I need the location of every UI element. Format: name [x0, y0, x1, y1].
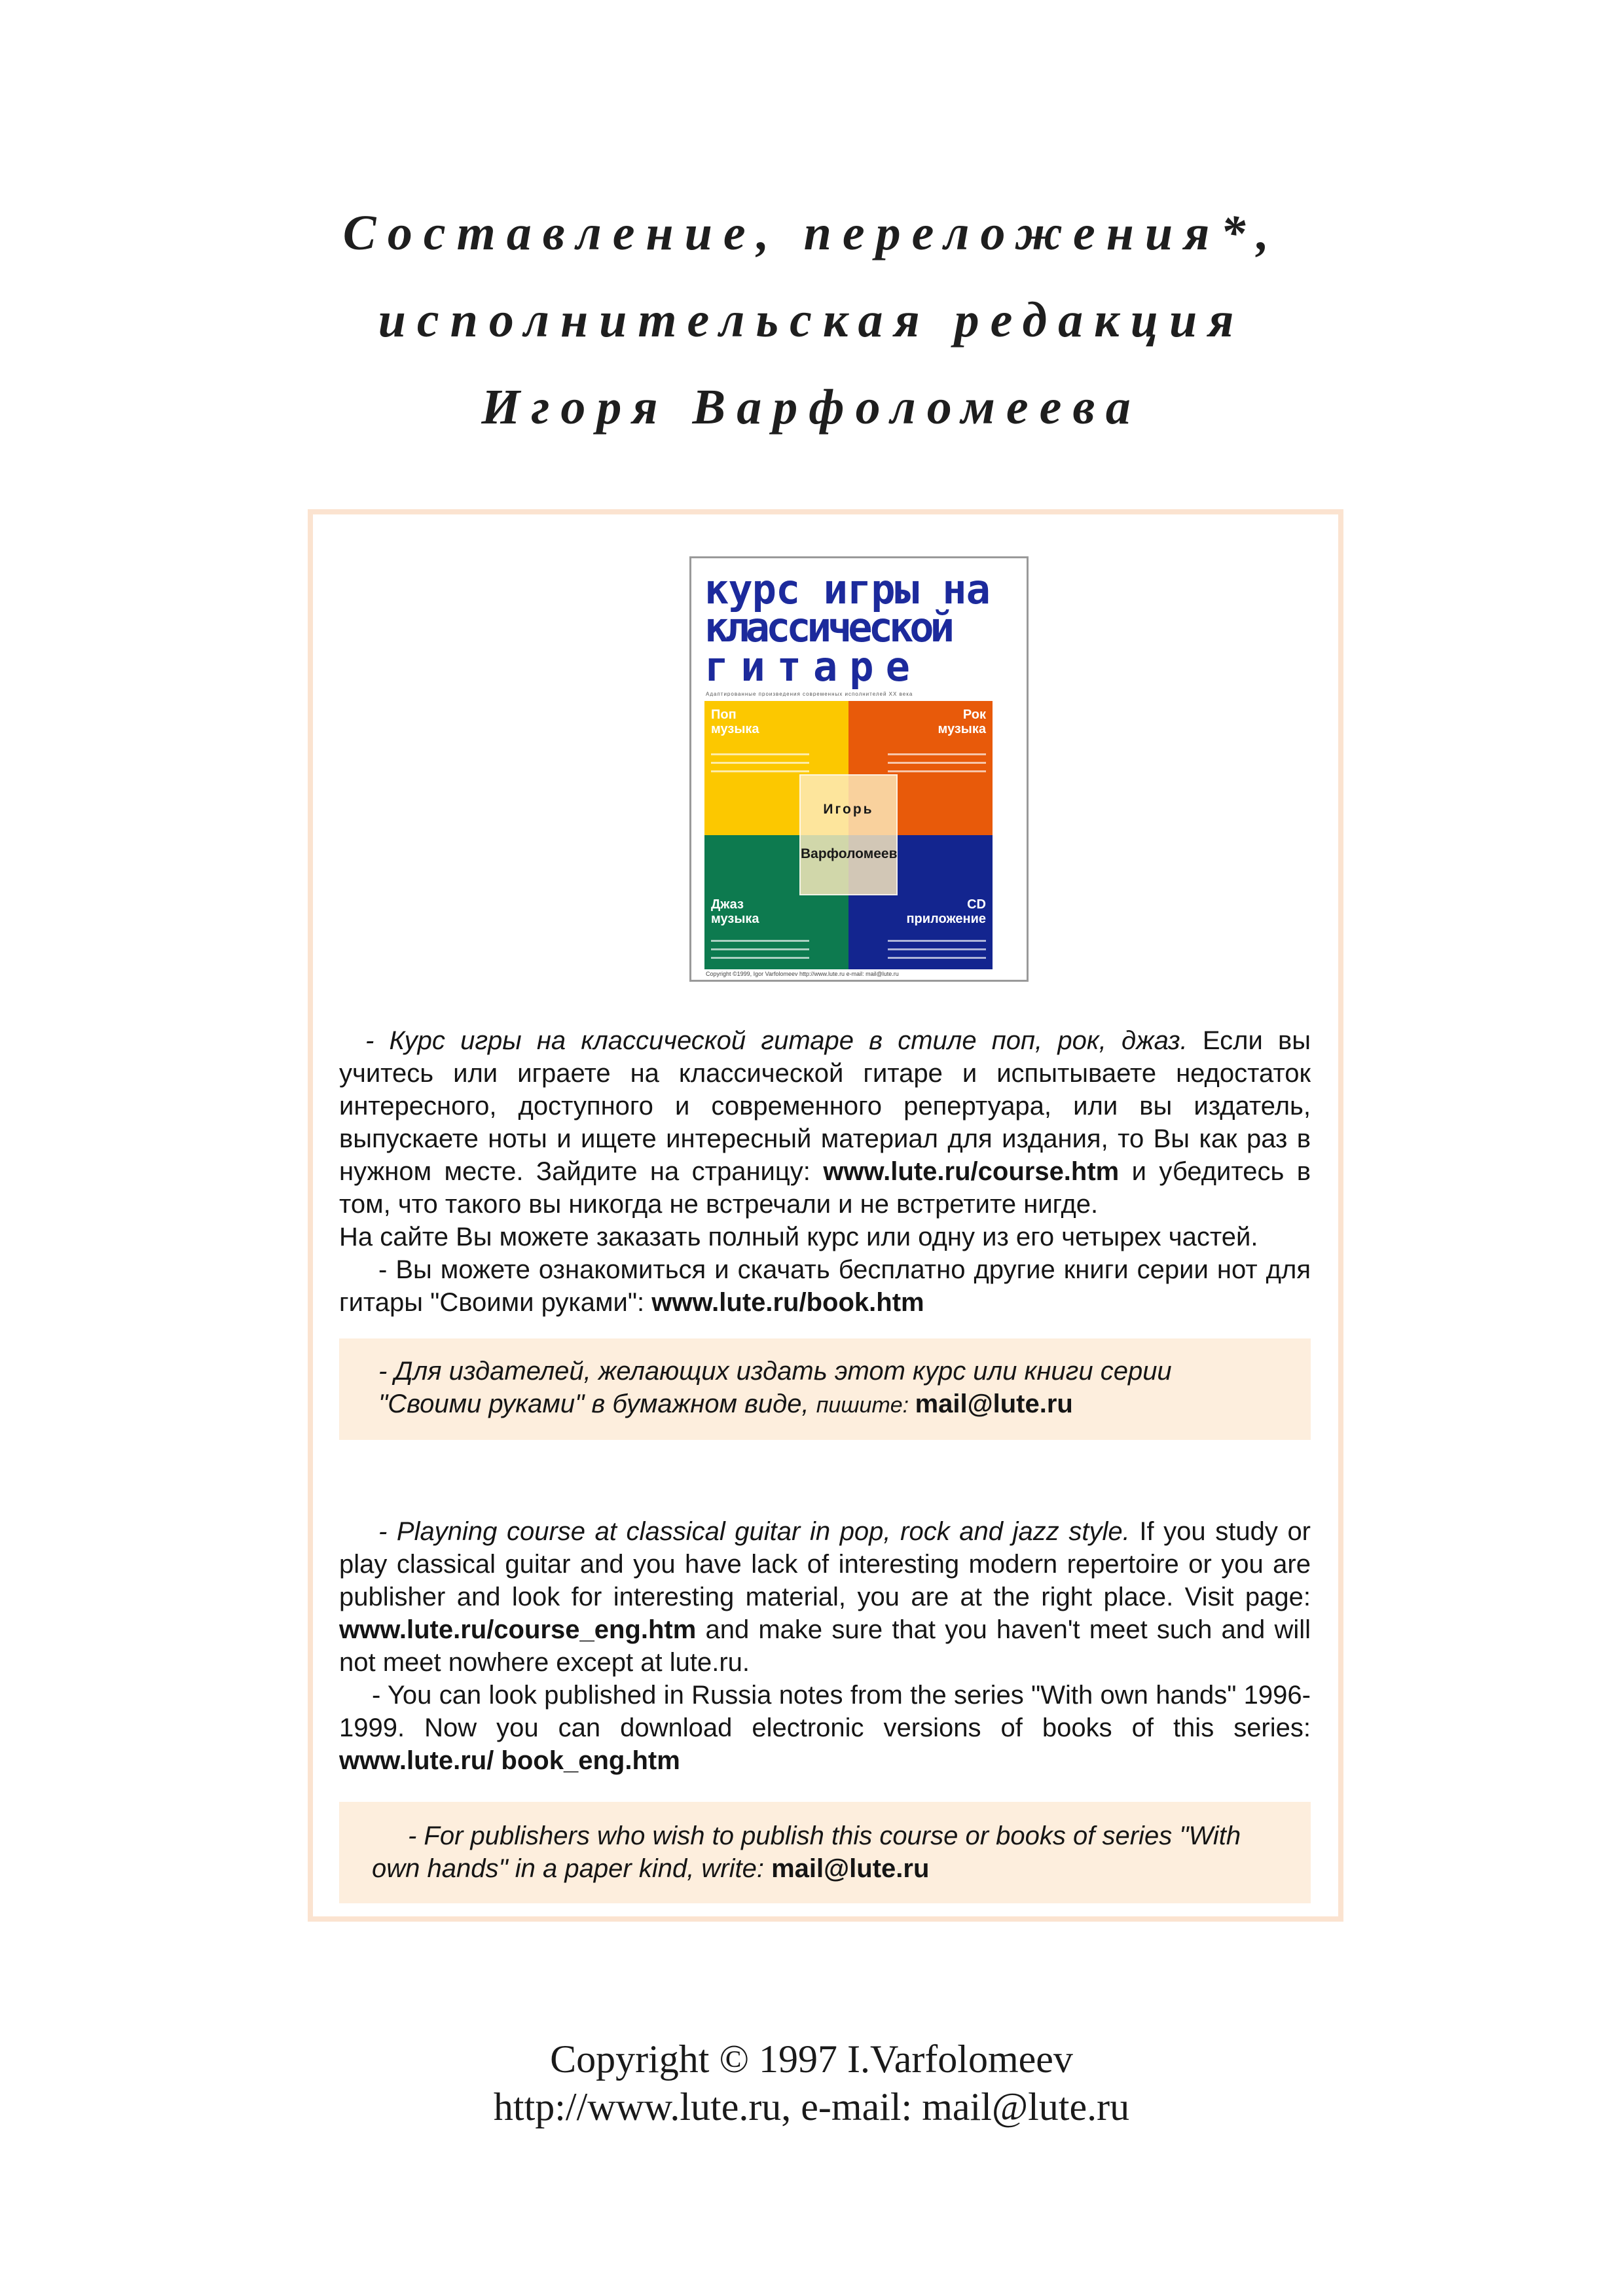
en-p1-end: and make sure that you haven't meet such and will not meet nowhere except at lute.ru.	[339, 1615, 1311, 1677]
en-paragraph-2	[339, 1679, 1311, 1777]
cover-cd-text-lines	[888, 933, 986, 965]
cover-subtitle: Адаптированные произведения современных исполнителей XX века	[706, 691, 913, 696]
cover-title-line-2: классической	[704, 603, 951, 651]
copyright-footer	[0, 2036, 1623, 2131]
ru-paragraph-2: На сайте Вы можете заказать полный курс или одну из его четырех частей.	[339, 1223, 1258, 1251]
en-paragraph-1	[339, 1515, 1311, 1679]
ru-p1-end: и убедитесь в том, что такого вы никогда не встречали и не встретите нигде.	[339, 1157, 1311, 1219]
ru-note-write: пишите:	[816, 1393, 915, 1418]
cover-jazz-label: Джаз музыка	[711, 897, 759, 926]
ru-note-text: - Для издателей, желающих издать этот курс или книги серии "Своими руками" в бумажном виде,	[378, 1357, 1172, 1418]
title-line-3: Игоря Варфоломеева	[481, 380, 1142, 435]
ru-book-link[interactable]: www.lute.ru/book.htm	[651, 1288, 924, 1317]
en-book-link[interactable]: www.lute.ru/ book_eng.htm	[339, 1746, 680, 1775]
cover-pop-text-lines	[711, 747, 809, 779]
russian-description	[339, 1024, 1311, 1319]
ru-course-title: - Курс игры на классической гитаре в стиле поп, рок, джаз.	[365, 1026, 1188, 1055]
book-cover-image	[689, 556, 1029, 982]
english-description	[339, 1515, 1311, 1777]
ru-p1-text: Если вы учитесь или играете на классической гитаре и испытываете недостаток интересного, доступного и современного репертуара, или вы издатель, выпускаете ноты и ищете интересный материал для издания, то Вы как раз в нужном месте. Зайдите на страницу:	[339, 1026, 1311, 1186]
cover-title-line-3: гитаре	[704, 643, 922, 691]
en-publisher-note	[339, 1802, 1311, 1903]
title-line-2: исполнительская редакция	[378, 293, 1245, 348]
en-p2-text: - You can look published in Russia notes from the series "With own hands" 1996-1999. Now you can download electronic versions of books of this series:	[339, 1681, 1311, 1742]
cover-copyright: Copyright ©1999, Igor Varfolomeev http://www.lute.ru e-mail: mail@lute.ru	[706, 971, 899, 977]
cover-author-first: Игорь	[823, 802, 874, 817]
cover-author-box	[799, 774, 898, 895]
cover-rock-label: Рок музыка	[938, 708, 986, 736]
ru-course-link[interactable]: www.lute.ru/course.htm	[823, 1157, 1120, 1186]
en-course-link[interactable]: www.lute.ru/course_eng.htm	[339, 1615, 697, 1644]
ru-p3-text: - Вы можете ознакомиться и скачать бесплатно другие книги серии нот для гитары "Своими руками":	[339, 1255, 1311, 1317]
cover-rock-text-lines	[888, 747, 986, 779]
cover-jazz-text-lines	[711, 933, 809, 965]
footer-contact: http://www.lute.ru, e-mail: mail@lute.ru	[493, 2085, 1130, 2128]
page-title	[0, 190, 1623, 451]
ru-paragraph-3	[339, 1253, 1311, 1319]
ru-paragraph-1	[339, 1024, 1311, 1221]
cover-title-line-1: курс игры на	[704, 565, 990, 613]
ru-note-email-link[interactable]: mail@lute.ru	[915, 1390, 1073, 1418]
footer-copyright: Copyright © 1997 I.Varfolomeev	[550, 2037, 1073, 2081]
en-note-text: - For publishers who wish to publish this course or books of series "With own hands" in a paper kind, write:	[372, 1821, 1241, 1883]
cover-author-last: Варфоломеев	[801, 846, 898, 861]
title-line-1: Составление, переложения*,	[342, 206, 1281, 260]
en-p1-text: If you study or play classical guitar and you have lack of interesting modern repertoire or you are publisher and look for interesting material, you are at the right place. Visit page:	[339, 1517, 1311, 1611]
en-note-email-link[interactable]: mail@lute.ru	[771, 1854, 930, 1883]
cover-pop-label: Поп музыка	[711, 708, 759, 736]
cover-cd-label: CD приложение	[906, 897, 986, 926]
ru-publisher-note	[339, 1338, 1311, 1440]
en-course-title: - Playning course at classical guitar in pop, rock and jazz style.	[378, 1517, 1130, 1546]
